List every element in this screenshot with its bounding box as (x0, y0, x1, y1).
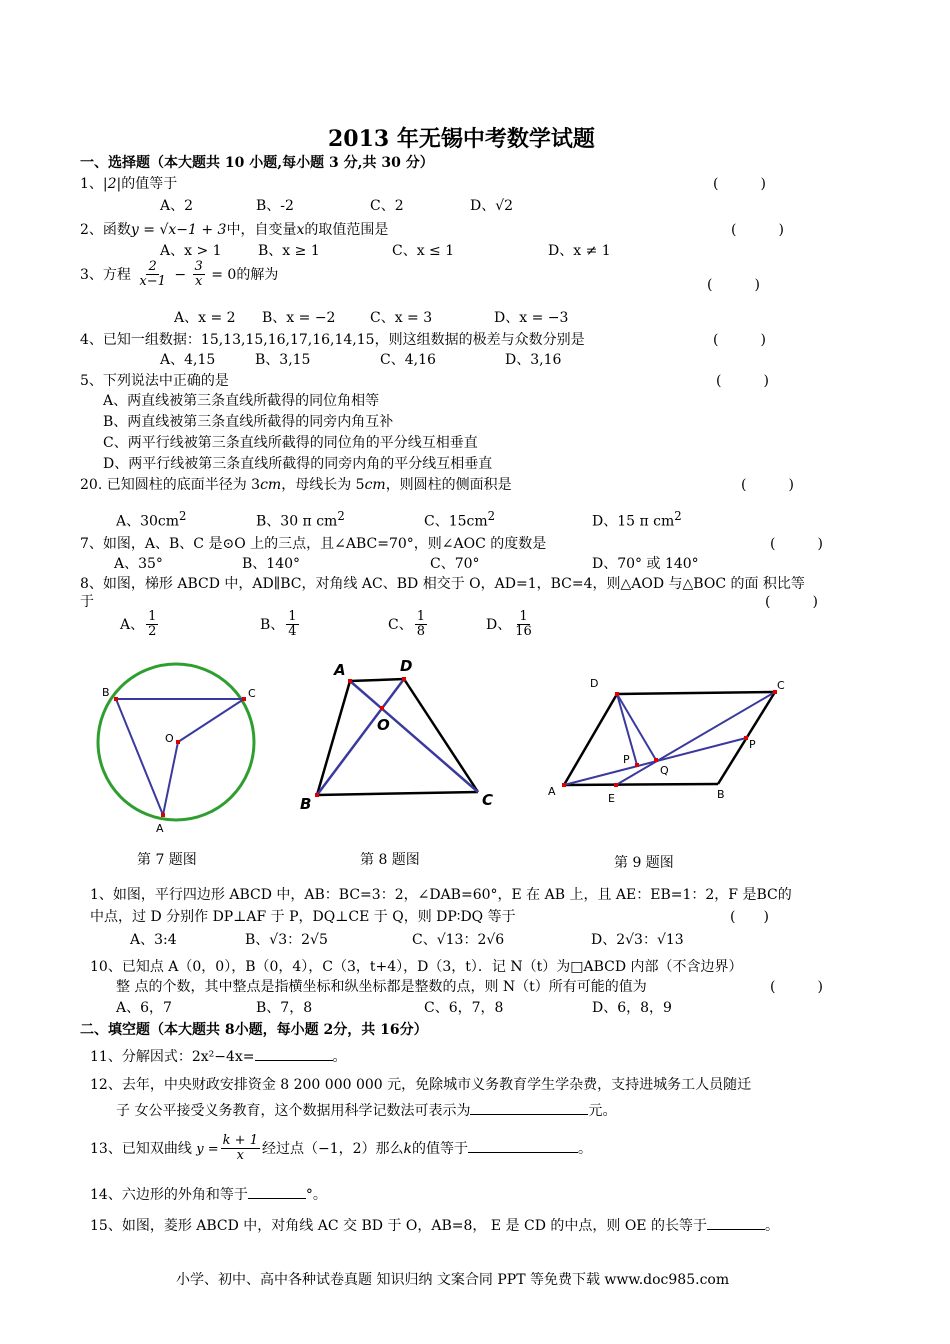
q8-answer-paren: ( ) (765, 594, 818, 610)
section-2-heading: 二、填空题（本大题共 8小题，每小题 2分，共 16分） (80, 1022, 428, 1038)
fig7-line-oc (178, 699, 244, 742)
q12-blank (470, 1114, 588, 1115)
q10-option-a: A、6，7 (116, 1000, 172, 1016)
q14: 14、六边形的外角和等于 °。 (90, 1187, 327, 1203)
fig7-label-c: C (248, 687, 256, 700)
q1-option-d: D、√2 (470, 198, 514, 214)
fig7-label-b: B (102, 686, 110, 699)
q3-option-a: A、x = 2 (174, 310, 236, 326)
fig8-label-d: D (400, 657, 413, 675)
fig8-line-bd (317, 679, 404, 795)
section-1-heading: 一、选择题（本大题共 10 小题,每小题 3 分,共 30 分） (80, 155, 434, 171)
page-title: 2013 年无锡中考数学试题 (328, 126, 595, 152)
q6-stem: 20. 已知圆柱的底面半径为 3cm，母线长为 5cm，则圆柱的侧面积是 (80, 477, 512, 493)
fig8-line-ab (317, 681, 350, 795)
q5-option-a: A、两直线被第三条直线所截得的同位角相等 (103, 393, 380, 409)
q7-option-c: C、70° (430, 556, 480, 572)
q8-option-c: C、 $\frac{1}{8}$ (388, 609, 425, 640)
fig9-label-c: C (777, 679, 785, 692)
q5-option-b: B、两直线被第三条直线所截得的同旁内角互补 (103, 414, 394, 430)
q4-option-a: A、4,15 (160, 352, 216, 368)
q6-option-a: A、$30cm^2$ (116, 509, 187, 530)
q10-answer-paren: ( ) (770, 979, 823, 995)
q13: 13、已知双曲线 y = $\frac{k + 1}{x}$ 经过点（−1，2）那么k的值等于 。 (90, 1133, 592, 1164)
q8-option-d: D、 $\frac{1}{16}$ (486, 609, 532, 640)
q1-option-b: B、-2 (256, 198, 294, 214)
fig9-caption: 第 9 题图 (614, 855, 674, 871)
fig8-line-ad (350, 679, 404, 681)
q4-answer-paren: ( ) (713, 332, 766, 348)
q10-option-c: C、6，7，8 (424, 1000, 504, 1016)
fig9-label-d: D (590, 677, 599, 690)
q3-option-d: D、x = −3 (494, 310, 569, 326)
q5-stem: 5、下列说法中正确的是 (80, 373, 229, 389)
q11-blank (255, 1060, 333, 1061)
q5-answer-paren: ( ) (716, 373, 769, 389)
q6-option-b: B、30 π $cm^2$ (256, 509, 345, 530)
q3-fraction-2: $\frac{3}{x}$ (194, 259, 203, 290)
q3-stem: 3、方程 $\frac{2}{x-1}$ − $\frac{3}{x}$ = 0的解为 (80, 259, 279, 290)
fig8-label-c: C (482, 791, 494, 809)
q4-stem: 4、已知一组数据：15,13,15,16,17,16,14,15，则这组数据的极差与众数分别是 (80, 332, 585, 348)
q2-option-d: D、x ≠ 1 (548, 243, 611, 259)
q7-option-d: D、70° 或 140° (592, 556, 699, 572)
q13-blank (468, 1152, 578, 1153)
q7-answer-paren: ( ) (770, 536, 823, 552)
q6-option-d: D、15 π $cm^2$ (592, 509, 682, 530)
q10-stem: 10、已知点 A（0，0），B（0，4），C（3，t+4），D（3，t）．记 N（t）为□ABCD 内部（不含边界） (90, 959, 743, 975)
q8-option-b: B、 $\frac{1}{4}$ (260, 609, 297, 640)
q1-stem: 1、|2|的值等于 (80, 176, 178, 192)
q15: 15、如图，菱形 ABCD 中，对角线 AC 交 BD 于 O，AB=8， E 是 CD 的中点，则 OE 的长等于 。 (90, 1218, 779, 1234)
fig8-label-a: A (334, 661, 346, 679)
fig7-label-a: A (156, 822, 164, 835)
q9-stem-cont: 中点，过 D 分别作 DP⊥AF 于 P，DQ⊥CE 于 Q，则 DP∶DQ 等于 (90, 909, 516, 925)
q9-option-a: A、3:4 (130, 932, 177, 948)
q7-stem: 7、如图，A、B、C 是⊙O 上的三点，且∠ABC=70°，则∠AOC 的度数是 (80, 536, 547, 552)
fig7-caption: 第 7 题图 (137, 852, 197, 868)
fig8-line-dc (404, 679, 478, 792)
q8-option-a: A、 $\frac{1}{2}$ (120, 609, 157, 640)
fig9-label-p-right: P (749, 738, 756, 751)
q6-answer-paren: ( ) (741, 477, 794, 493)
q9-option-c: C、√13：2√6 (412, 932, 505, 948)
q15-blank (707, 1229, 765, 1230)
q5-option-c: C、两平行线被第三条直线所截得的同位角的平分线互相垂直 (103, 435, 478, 451)
q1-option-c: C、2 (370, 198, 404, 214)
q10-stem-cont: 整 点的个数，其中整点是指横坐标和纵坐标都是整数的点，则 N（t）所有可能的值为 (116, 979, 647, 995)
fig9-line-ab (564, 784, 718, 785)
page-footer: 小学、初中、高中各种试卷真题 知识归纳 文案合同 PPT 等免费下载 www.doc985.com (176, 1272, 730, 1288)
q6-option-c: C、$15cm^2$ (424, 509, 496, 530)
fig9-line-dc (617, 692, 775, 694)
q9-option-d: D、2√3：√13 (591, 932, 684, 948)
q8-stem: 8、如图，梯形 ABCD 中，AD∥BC，对角线 AC、BD 相交于 O，AD=1，BC=4，则△AOD 与△BOC 的面 积比等 (80, 576, 805, 592)
q12-stem-cont: 子 女公平接受义务教育，这个数据用科学记数法可表示为 元。 (116, 1103, 617, 1119)
q3-option-c: C、x = 3 (370, 310, 433, 326)
fig9-label-q: Q (660, 764, 669, 777)
q4-option-d: D、3,16 (505, 352, 562, 368)
q2-option-b: B、x ≥ 1 (258, 243, 320, 259)
q9-option-b: B、√3：2√5 (245, 932, 328, 948)
fig7-line-oa (163, 742, 178, 815)
q1-option-a: A、2 (160, 198, 194, 214)
fig9-label-b: B (717, 788, 725, 801)
q7-option-a: A、35° (114, 556, 163, 572)
q10-option-d: D、6，8，9 (592, 1000, 672, 1016)
q9-answer-paren: ( ) (730, 909, 769, 925)
q11: 11、分解因式：2x²−4x= 。 (90, 1049, 347, 1065)
fig9-label-e: E (608, 792, 615, 805)
q7-option-b: B、140° (242, 556, 301, 572)
q5-option-d: D、两平行线被第三条直线所截得的同旁内角的平分线互相垂直 (103, 456, 493, 472)
fig8-label-b: B (300, 795, 312, 813)
q2-answer-paren: ( ) (731, 222, 784, 238)
q1-answer-paren: ( ) (713, 176, 766, 192)
fig8-line-ac (350, 681, 478, 792)
q4-option-c: C、4,16 (380, 352, 436, 368)
q3-option-b: B、x = −2 (262, 310, 336, 326)
q2-stem: 2、函数y = √x−1 + 3中，自变量x的取值范围是 (80, 222, 389, 238)
q9-stem: 1、如图，平行四边形 ABCD 中，AB：BC=3：2，∠DAB=60°，E 在 AB 上，且 AE：EB=1：2，F 是BC的 (90, 887, 792, 903)
fig8-line-bc (317, 792, 478, 795)
figure-7 (95, 660, 270, 840)
fig8-caption: 第 8 题图 (360, 852, 420, 868)
figure-8 (290, 655, 500, 815)
figure-9 (540, 670, 795, 810)
fig9-line-da (564, 694, 617, 785)
q14-blank (248, 1198, 306, 1199)
q12-stem: 12、去年，中央财政安排资金 8 200 000 000 元，免除城市义务教育学生学杂费，支持进城务工人员随迁 (90, 1077, 752, 1093)
q4-option-b: B、3,15 (255, 352, 311, 368)
fig9-line-dq (617, 694, 656, 760)
q2-option-a: A、x > 1 (160, 243, 222, 259)
fig7-label-o: O (165, 732, 174, 745)
q8-stem-cont: 于 (80, 594, 94, 610)
q10-option-b: B、7，8 (256, 1000, 313, 1016)
fig8-label-o: O (377, 716, 390, 734)
fig9-label-p-left: P (623, 753, 630, 766)
fig9-label-a: A (548, 785, 556, 798)
q2-option-c: C、x ≤ 1 (392, 243, 455, 259)
q3-fraction-1: $\frac{2}{x-1}$ (139, 259, 166, 290)
q3-answer-paren: ( ) (707, 277, 760, 293)
